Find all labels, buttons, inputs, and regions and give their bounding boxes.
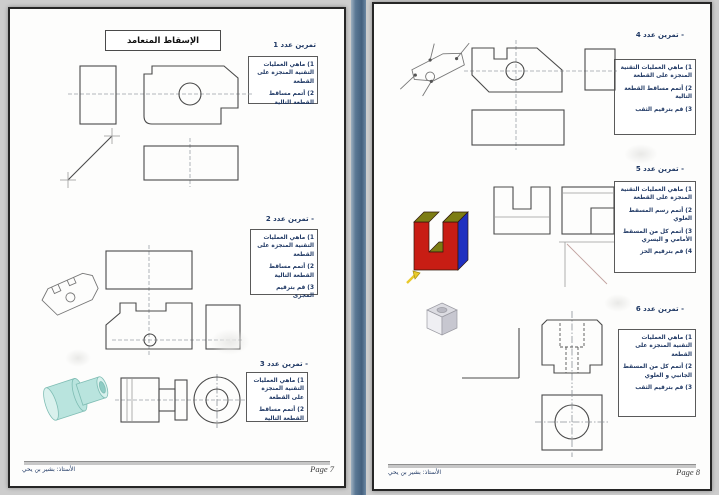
footer-rule bbox=[388, 464, 696, 468]
side-view-circles bbox=[194, 374, 240, 428]
exercise-5-item: 2) أتمم رسم المسقط العلوي bbox=[628, 207, 692, 223]
exercise-5-item: 3) أتمم كل من المسقط الأمامي و اليسري bbox=[622, 228, 692, 243]
watermark-smudge bbox=[65, 349, 91, 367]
bottom-view bbox=[535, 390, 609, 457]
top-view bbox=[144, 146, 238, 180]
document-page-7 bbox=[8, 7, 346, 488]
footer-page-number: Page 8 bbox=[676, 467, 700, 477]
exercise-6-item: 3) قم بترقيم الثقب bbox=[635, 384, 692, 391]
exercise-6-instructions bbox=[618, 329, 696, 417]
watermark-smudge bbox=[210, 329, 250, 355]
footer-teacher: الأستاذ: بشير بن يحي bbox=[22, 466, 76, 473]
exercise-1-item: 1) ماهي العمليات التقنية المنجزة على القطعة bbox=[257, 62, 314, 85]
footer-rule bbox=[24, 461, 330, 465]
exercise-6-label: - تمرين عدد 6 bbox=[635, 305, 684, 313]
exercise-3-drawing bbox=[35, 372, 250, 434]
side-view bbox=[585, 49, 615, 90]
exercise-3-label: - تمرين عدد 3 bbox=[259, 360, 308, 368]
footer-page-number: Page 7 bbox=[310, 464, 334, 474]
u-block-3d-model bbox=[407, 212, 468, 283]
exercise-5-instructions bbox=[614, 181, 696, 273]
yellow-arrow bbox=[407, 271, 420, 283]
exercise-2-instructions bbox=[250, 229, 318, 300]
front-view bbox=[472, 48, 562, 92]
watermark-smudge bbox=[604, 294, 632, 312]
exercise-1-drawing bbox=[40, 54, 255, 189]
footer-teacher: الأستاذ: بشير بن يحي bbox=[388, 469, 442, 476]
exercise-5-item: 1) ماهي العمليات التقنية المنجزة على القطعة bbox=[620, 187, 692, 202]
projection-45-line bbox=[60, 128, 120, 188]
exercise-4-item: 1) ماهي العمليات التقنية المنجزة على القطعة bbox=[620, 65, 692, 80]
page-title: الإسقاط المتعامد bbox=[105, 30, 221, 51]
document-page-8 bbox=[372, 2, 712, 491]
exercise-1-instructions bbox=[248, 56, 318, 104]
side-view bbox=[80, 66, 116, 124]
exercise-5-drawing bbox=[399, 179, 624, 294]
projection-corner bbox=[559, 242, 614, 287]
side-view bbox=[562, 187, 614, 234]
exercise-3-item: 1) ماهي العمليات التقنية المنجزة على القطعة bbox=[253, 378, 304, 401]
exercise-5-item: 4) قم بترقيم الحز bbox=[640, 249, 692, 256]
cylinder-3d-model bbox=[41, 372, 112, 422]
watermark-smudge bbox=[624, 144, 658, 164]
front-view bbox=[144, 66, 238, 124]
cube-3d-model bbox=[427, 303, 457, 335]
exercise-6-drawing bbox=[399, 297, 624, 467]
empty-view-corner bbox=[462, 328, 519, 378]
exercise-1-item: 2) أتمم مساقط القطعة التالية bbox=[269, 91, 314, 106]
exercise-4-item: 3) قم بترقيم الثقب bbox=[635, 106, 692, 113]
exercise-6-item: 1) ماهي العمليات التقنية المنجزة على القطعة bbox=[635, 335, 692, 358]
exercise-2-item: 2) أتمم مساقط القطعة التالية bbox=[269, 264, 314, 279]
exercise-3-instructions bbox=[246, 372, 308, 422]
exercise-3-item: 2) أتمم مساقط القطعة التالية bbox=[259, 407, 304, 422]
front-view bbox=[494, 187, 550, 234]
exercise-2-item: 3) قم بترقيم المجرى bbox=[276, 284, 314, 300]
isometric-sketch bbox=[394, 35, 479, 100]
exercise-6-item: 2) أتمم كل من المسقط الجانبي و العلوي bbox=[622, 364, 692, 379]
exercise-5-label: - تمرين عدد 5 bbox=[635, 165, 684, 173]
exercise-4-drawing bbox=[394, 34, 619, 152]
isometric-sketch bbox=[39, 270, 102, 318]
page-binding-divider bbox=[351, 0, 366, 495]
exercise-1-label: تمرين عدد 1 bbox=[273, 41, 316, 49]
top-view bbox=[472, 110, 564, 145]
exercise-2-item: 1) ماهي العمليات التقنية المنجزة على القطعة bbox=[257, 235, 314, 258]
exercise-2-label: - تمرين عدد 2 bbox=[265, 215, 314, 223]
exercise-4-instructions bbox=[614, 59, 696, 135]
exercise-4-item: 2) أتمم مساقط القطعة التالية bbox=[624, 85, 692, 101]
exercise-4-label: - تمرين عدد 4 bbox=[635, 31, 684, 39]
